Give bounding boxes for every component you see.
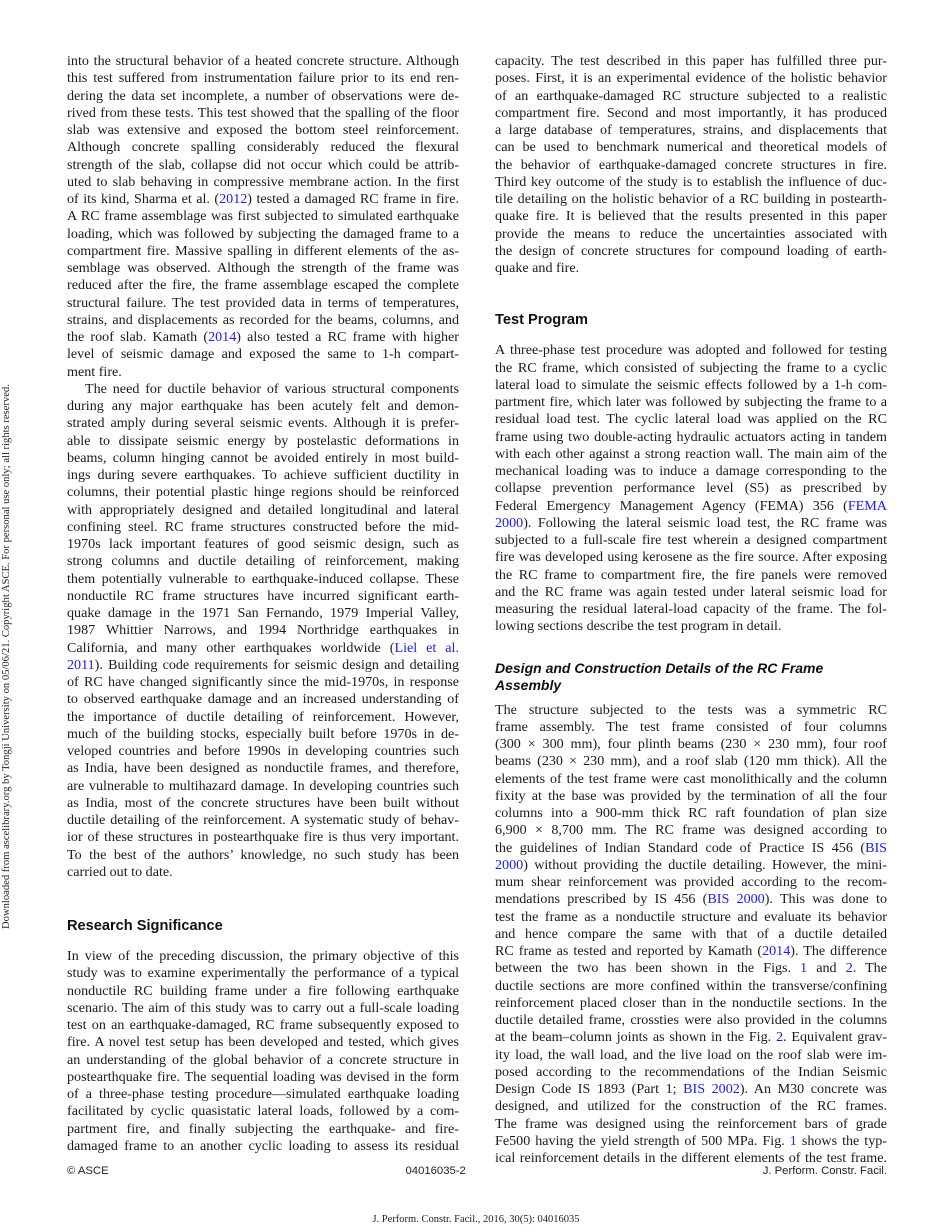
text-line: 1987 Whittier Narrows, and 1994 Northridge earthquakes in: [67, 622, 459, 639]
text-line: California, and many other earthquakes worldwide (Liel et al.: [67, 639, 459, 656]
text-line: In view of the preceding discussion, the primary objective of this: [67, 948, 459, 964]
paragraph-test-program: [495, 342, 887, 635]
left-column: [67, 53, 459, 1155]
text-line: designed, and utilized for the construction of the RC frames.: [495, 1098, 887, 1115]
text-line: The structure subjected to the tests was a symmetric RC: [495, 701, 887, 718]
text-line: The need for ductile behavior of various structural components: [85, 380, 459, 397]
text-line: mum shear reinforcement was provided according to the recom-: [495, 874, 887, 890]
download-watermark: [1, 295, 15, 940]
text-line: provide the means to reduce the uncertainties associated with: [495, 225, 887, 242]
footer-copyright: © ASCE: [67, 1165, 109, 1177]
text-line: able to dissipate seismic energy by postelastic deformations in: [67, 432, 459, 449]
text-line: damaged frame to an another cyclic loading to assess its residual: [67, 1137, 459, 1154]
text-line: confining steel. RC frame structures constructed before the mid-: [67, 518, 459, 535]
text-line: mechanical loading was to induce a damage corresponding to the: [495, 463, 887, 479]
text-line: columns, their potential plastic hinge regions should be reinforced: [67, 484, 459, 501]
text-line: strength of the slab, collapse did not occur which could be attrib-: [67, 156, 459, 173]
text-line: nonductile RC building frame under a fire following earthquake: [67, 982, 459, 999]
text-line: semblage was observed. Although the strength of the frame was: [67, 260, 459, 276]
text-line: beams (230 × 230 mm), and a roof slab (120 mm thick). All the: [495, 753, 887, 770]
text-line: The frame was designed using the reinforcement bars of grade: [495, 1115, 887, 1132]
text-line: veloped countries and before 1990s in developing countries such: [67, 743, 459, 759]
text-line: dering the data set incomplete, a number of observations were de-: [67, 87, 459, 104]
text-line: them potentially vulnerable to earthquake-induced collapse. These: [67, 570, 459, 587]
text-line: ical reinforcement details in the different elements of the test frame.: [495, 1150, 887, 1166]
text-line: strains, and displacements as recorded for the beams, columns, and: [67, 311, 459, 328]
text-line: uted to slab behaving in compressive membrane action. In the first: [67, 173, 459, 190]
text-line: scenario. The aim of this study was to carry out a full-scale loading: [67, 999, 459, 1016]
text-line: of a three-phase testing procedure—simulated earthquake loading: [67, 1086, 459, 1102]
figure-link-1-b[interactable]: 1: [789, 1132, 797, 1149]
citation-link-bis-2000-year[interactable]: 2000: [495, 856, 524, 873]
download-watermark-text: Downloaded from ascelibrary.org by Tongji University on 05/06/21. Copyright ASCE. For personal use only; all rights reserved.: [1, 384, 12, 929]
footer-citation: J. Perform. Constr. Facil., 2016, 30(5): 04016035: [372, 1214, 580, 1225]
text-line: the roof slab. Kamath (2014) also tested a RC frame with higher: [67, 329, 459, 345]
text-line: of an earthquake-damaged RC structure subjected to a realistic: [495, 87, 887, 104]
text-line: A three-phase test procedure was adopted and followed for testing: [495, 342, 887, 359]
text-line: reinforcement placed closer than in the nonductile sections. In the: [495, 994, 887, 1011]
text-line: carried out to date.: [67, 863, 173, 880]
text-line: quake and fire.: [495, 260, 580, 276]
citation-link-bis-2000[interactable]: BIS: [865, 839, 887, 856]
text-line: into the structural behavior of a heated concrete structure. Although: [67, 53, 459, 69]
text-line: with appropriately designed and detailed longitudinal and lateral: [67, 501, 459, 518]
text-line: posed according to the recommendations of the Indian Seismic: [495, 1063, 887, 1080]
text-line: and hence compare the same with that of a ductile detailed: [495, 925, 887, 942]
paragraph-design-details: [495, 702, 887, 1168]
text-line: test the frame as a nonductile structure and evaluate its behavior: [495, 908, 887, 925]
text-line: mendations prescribed by IS 456 (BIS 2000). This was done to: [495, 891, 888, 908]
text-line: with each other against a strong reaction wall. The main aim of the: [495, 445, 887, 462]
text-line: measuring the residual lateral-load capacity of the frame. The fol-: [495, 601, 887, 617]
heading-research-significance: Research Significance: [67, 918, 223, 934]
text-line: the guidelines of Indian Standard code of Practice IS 456 (BIS: [495, 839, 887, 856]
text-line: of its kind, Sharma et al. (2012) tested a damaged RC frame in fire.: [67, 191, 459, 207]
figure-link-1[interactable]: 1: [800, 960, 808, 977]
citation-link-kamath-2014[interactable]: 2014: [208, 329, 237, 345]
text-line: elements of the test frame were cast monolithically and the column: [495, 770, 887, 787]
subheading-design-construction: [495, 660, 887, 694]
footer-page-number: 04016035-2: [405, 1165, 466, 1177]
text-line: postearthquake fire. The sequential loading was devised in the form: [67, 1068, 459, 1085]
citation-link-bis-2002[interactable]: BIS 2002: [683, 1081, 740, 1097]
text-line: RC frame as tested and reported by Kamath (2014). The difference: [495, 943, 887, 959]
text-line: an understanding of the global behavior of a concrete structure in: [67, 1051, 459, 1068]
text-line: facilitated by cyclic quasistatic lateral loads, followed by a com-: [67, 1103, 459, 1120]
paragraph-prior-work: [67, 53, 459, 381]
text-line: ductile detailed frame, crossties were also provided in the columns: [495, 1012, 887, 1028]
text-line: capacity. The test described in this paper has fulfilled three pur-: [495, 53, 887, 69]
text-line: loading, which was followed by subjecting the damaged frame to a: [67, 225, 459, 242]
text-line: beams, column hinging cannot be avoided entirely in most build-: [67, 449, 459, 466]
text-line: residual load test. The cyclic lateral load was applied on the RC: [495, 411, 887, 428]
text-line: compartment fire. Massive spalling in different elements of the as-: [67, 242, 459, 259]
text-line: lateral load to simulate the seismic effects followed by a 1-h com-: [495, 376, 887, 393]
figure-link-2[interactable]: 2: [845, 960, 853, 977]
text-line: To the best of the authors’ knowledge, no such study has been: [67, 846, 459, 863]
text-line: 2000). Following the lateral seismic load test, the RC frame was: [495, 514, 887, 531]
text-line: test on an earthquake-damaged, RC frame subsequently exposed to: [67, 1017, 459, 1033]
text-line: Design Code IS 1893 (Part 1; BIS 2002). An M30 concrete was: [495, 1081, 887, 1097]
text-line: 2000) without providing the ductile detailing. However, the mini-: [495, 856, 887, 873]
citation-link-liel-2011-year[interactable]: 2011: [67, 656, 95, 673]
figure-link-2-b[interactable]: 2: [775, 1029, 784, 1046]
text-line: Fe500 having the yield strength of 500 MPa. Fig. 1 shows the typ-: [495, 1132, 887, 1149]
text-line: study was to examine experimentally the performance of a typical: [67, 965, 459, 982]
text-line: columns into a 900-mm thick RC raft foundation of plan size: [495, 805, 887, 821]
paragraph-research-significance: [67, 948, 459, 1155]
text-line: 2011). Building code requirements for seismic design and detailing: [67, 656, 459, 673]
right-column: [495, 53, 887, 1167]
text-line: ment fire.: [67, 363, 122, 380]
subheading-line: Design and Construction Details of the RC Frame: [495, 659, 824, 676]
text-line: the RC frame to compartment fire, the fire panels were removed: [495, 566, 887, 583]
text-line: as India, most of the concrete structures have been built without: [67, 794, 459, 811]
text-line: can be used to benchmark numerical and theoretical models of: [495, 139, 887, 156]
text-line: strated amply during several seismic events. Although it is prefer-: [67, 415, 459, 432]
paragraph-research-continued: [495, 53, 887, 277]
text-line: partment fire, and finally subjecting the earthquake- and fire-: [67, 1120, 459, 1137]
text-line: structural failure. The test provided data in terms of temperatures,: [67, 294, 459, 311]
text-line: and the RC frame was again tested under lateral seismic load for: [495, 583, 887, 600]
text-line: slab was extensive and exposed the bottom steel reinforcement.: [67, 122, 459, 138]
text-line: quake fire. It is believed that the results presented in this paper: [495, 208, 887, 225]
text-line: between the two has been shown in the Figs. 1 and 2. The: [495, 960, 887, 977]
text-line: during any major earthquake has been acutely felt and demon-: [67, 398, 459, 414]
page-footer: [67, 1165, 887, 1177]
text-line: ductile detailing of the reinforcement. A systematic study of behav-: [67, 812, 459, 828]
heading-test-program: Test Program: [495, 312, 588, 329]
subheading-line: Assembly: [495, 676, 562, 693]
text-line: a large database of temperatures, strains, and displacements that: [495, 122, 887, 138]
text-line: lowing sections describe the test program in detail.: [495, 618, 782, 635]
text-line: Third key outcome of the study is to establish the influence of duc-: [495, 173, 887, 190]
citation-link-sharma-2012[interactable]: 2012: [219, 191, 248, 207]
text-line: reduced after the fire, the frame assemblage escaped the complete: [67, 277, 459, 294]
text-line: Federal Emergency Management Agency (FEMA) 356 (FEMA: [495, 497, 887, 514]
text-line: 6,900 × 8,700 mm. The RC frame was designed according to: [495, 822, 887, 839]
text-line: subjected to a full-scale fire test wherein a designed compartment: [495, 532, 887, 548]
text-line: strong columns and ductile detailing of reinforcement, making: [67, 553, 459, 570]
citation-link-bis-2000-b[interactable]: BIS 2000: [707, 891, 765, 908]
text-line: the RC frame, which consisted of subjecting the frame to a cyclic: [495, 359, 887, 376]
text-line: collapse prevention performance level (S5) as prescribed by: [495, 480, 887, 497]
text-line: this test suffered from instrumentation failure prior to its end ren-: [67, 70, 459, 87]
text-line: 1970s lack important features of good seismic design, such as: [67, 536, 459, 552]
text-line: compartment fire. Second and most importantly, it has produced: [495, 104, 887, 121]
citation-link-fema-2000-year[interactable]: 2000: [495, 514, 524, 531]
text-line: the behavior of earthquake-damaged concrete structures in fire.: [495, 156, 887, 173]
text-line: rived from these tests. This test showed that the spalling of the floor: [67, 104, 459, 121]
text-line: of RC have changed significantly since the mid-1970s, in response: [67, 674, 459, 690]
text-line: frame assembly. The test frame consisted of four columns: [495, 718, 887, 735]
text-line: ity load, the wall load, and the live load on the roof slab were im-: [495, 1046, 887, 1063]
text-line: fire. A novel test setup has been developed and tested, which gives: [67, 1034, 459, 1051]
text-line: the importance of ductile detailing of reinforcement. However,: [67, 708, 459, 725]
text-line: quake damage in the 1971 San Fernando, 1979 Imperial Valley,: [67, 605, 459, 621]
text-line: level of seismic damage and exposed the same to 1-h compart-: [67, 346, 459, 363]
text-line: partment fire, which later was followed by subjecting the frame to a: [495, 394, 887, 410]
footer-journal: J. Perform. Constr. Facil.: [762, 1165, 887, 1177]
text-line: frame using two double-acting hydraulic actuators acting in tandem: [495, 428, 887, 445]
text-line: are vulnerable to multihazard damage. In developing countries such: [67, 777, 459, 794]
text-line: the design of concrete structures for compound loading of earth-: [495, 242, 887, 259]
text-line: tile detailing on the holistic behavior of a RC building in postearth-: [495, 191, 887, 207]
text-line: (300 × 300 mm), four plinth beams (230 × 230 mm), four roof: [495, 736, 887, 752]
text-line: Although concrete spalling considerably reduced the flexural: [67, 139, 459, 156]
text-line: fixity at the base was provided by the termination of all the four: [495, 787, 887, 804]
text-line: as India, have been designed as nonductile frames, and therefore,: [67, 760, 459, 777]
text-line: at the beam–column joints as shown in the Fig. 2. Equivalent grav-: [495, 1029, 887, 1046]
text-line: much of the building stocks, especially built before 1970s in de-: [67, 725, 459, 742]
text-line: fire was developed using kerosene as the fire source. After exposing: [495, 549, 887, 566]
text-line: A RC frame assemblage was first subjected to simulated earthquake: [67, 208, 459, 225]
citation-link-liel-2011[interactable]: Liel et al.: [394, 639, 459, 656]
text-line: poses. First, it is an experimental evidence of the holistic behavior: [495, 70, 887, 87]
text-line: ior of these structures in postearthquake fire is thus very important.: [67, 829, 459, 846]
text-line: ings during severe earthquakes. To achieve sufficient ductility in: [67, 467, 459, 483]
text-line: to observed earthquake damage and an increased understanding of: [67, 691, 459, 708]
text-line: ductile sections are more confined within the transverse/confining: [495, 977, 887, 994]
paragraph-ductile-need: [67, 381, 459, 881]
citation-link-fema-2000[interactable]: FEMA: [847, 497, 887, 514]
text-line: nonductile RC frame structures have incurred significant earth-: [67, 587, 459, 604]
citation-link-kamath-2014-b[interactable]: 2014: [762, 943, 791, 959]
